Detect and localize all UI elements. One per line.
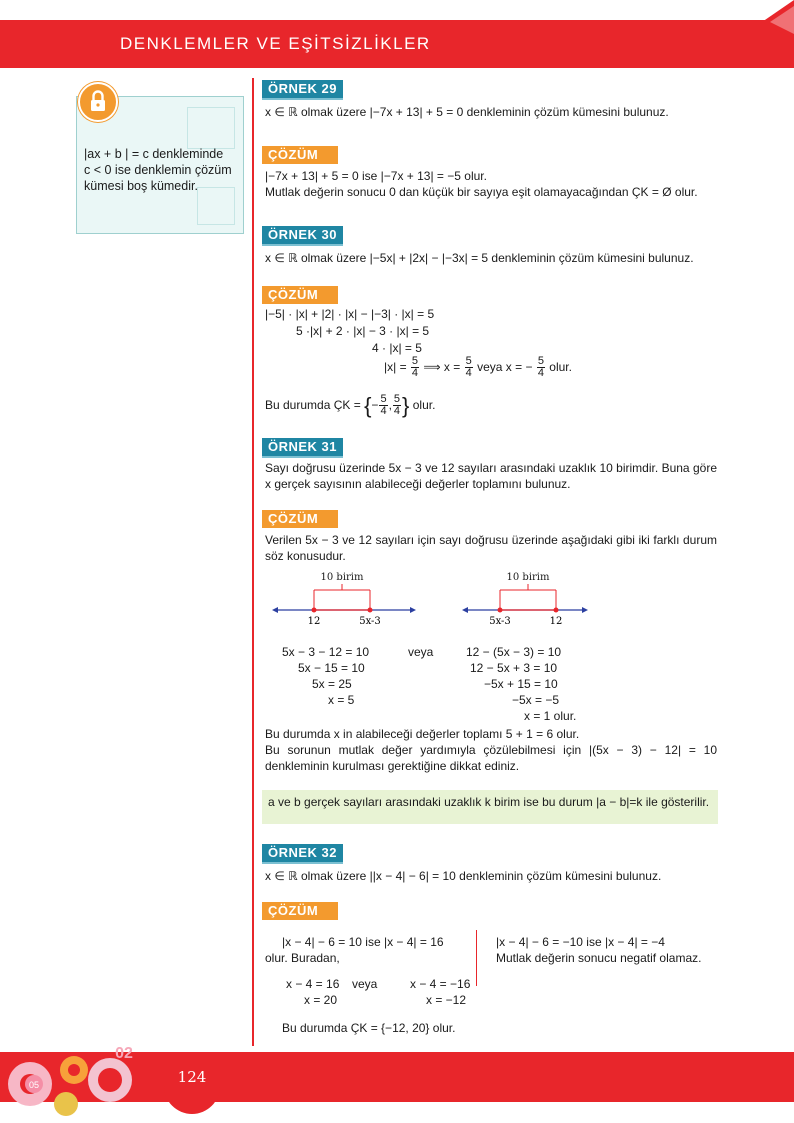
number-line-right — [460, 568, 590, 628]
header-corner-flag — [754, 0, 794, 40]
point-label: 12 — [549, 616, 563, 627]
point-label: 5x-3 — [489, 616, 511, 627]
solution-29-tag: ÇÖZÜM — [262, 146, 338, 164]
solution-32-right: |x − 4| − 6 = −10 ise |x − 4| = −4 — [496, 935, 665, 949]
veya-word: veya — [352, 977, 378, 991]
solution-32-result: Bu durumda ÇK = {−12, 20} olur. — [282, 1021, 456, 1035]
step-right: −5x = −5 — [512, 693, 560, 707]
solution-30-tag: ÇÖZÜM — [262, 286, 338, 304]
case-a: x − 4 = 16 — [286, 977, 340, 991]
solution-31-intro: Verilen 5x − 3 ve 12 sayıları için sayı doğrusu üzerinde aşağıdaki gibi iki farklı durum söz konusudur. — [265, 533, 717, 563]
column-divider — [252, 78, 254, 1046]
step-left: x = 5 — [328, 693, 355, 707]
step-right: 12 − 5x + 3 = 10 — [470, 661, 558, 675]
solution-31-tag: ÇÖZÜM — [262, 510, 338, 528]
step-left: 5x − 3 − 12 = 10 — [282, 645, 370, 659]
solution-30-line: 4 · |x| = 5 — [372, 341, 422, 355]
case-a: x = 20 — [304, 993, 338, 1007]
step-left: 5x = 25 — [312, 677, 352, 691]
info-box-text: |ax + b | = c denkleminde c < 0 ise denklemin çözüm kümesi boş kümedir. — [84, 147, 232, 193]
example-32-question: x ∈ ℝ olmak üzere ||x − 4| − 6| = 10 denkleminin çözüm kümesini bulunuz. — [265, 869, 662, 883]
example-32-tag: ÖRNEK 32 — [262, 844, 343, 864]
step-right: x = 1 olur. — [524, 709, 577, 723]
badge-number: 02 — [115, 1045, 133, 1062]
solution-32-left: olur. Buradan, — [265, 951, 340, 965]
solution-divider — [476, 930, 477, 986]
solution-30-result: Bu durumda ÇK = {− $\frac{5}{4}$ , $\frac{5}{4}$ } olur. — [265, 392, 436, 418]
solution-29-line: |−7x + 13| + 5 = 0 ise |−7x + 13| = −5 olur. — [265, 169, 487, 183]
solution-30-line: |−5| · |x| + |2| · |x| − |−3| · |x| = 5 — [265, 307, 435, 321]
page-number: 124 — [177, 1068, 207, 1086]
solution-29-line: Mutlak değerin sonucu 0 dan küçük bir sayıya eşit olamayacağından ÇK = Ø olur. — [265, 185, 698, 199]
step-right: 12 − (5x − 3) = 10 — [466, 645, 562, 659]
solution-32-tag: ÇÖZÜM — [262, 902, 338, 920]
example-31-question: Sayı doğrusu üzerinde 5x − 3 ve 12 sayıları arasındaki uzaklık 10 birimdir. Buna göre x gerçek sayısının alabileceği değerler toplamını bulunuz. — [265, 461, 717, 491]
diagram-label: 10 birim — [320, 572, 364, 583]
diagram-label: 10 birim — [506, 572, 550, 583]
example-29-question: x ∈ ℝ olmak üzere |−7x + 13| + 5 = 0 denkleminin çözüm kümesini bulunuz. — [265, 105, 669, 119]
example-31-tag: ÖRNEK 31 — [262, 438, 343, 458]
case-b: x − 4 = −16 — [410, 977, 471, 991]
solution-30-line: 5 ·|x| + 2 · |x| − 3 · |x| = 5 — [296, 324, 430, 338]
number-line-left — [270, 568, 420, 628]
example-30-tag: ÖRNEK 30 — [262, 226, 343, 246]
lock-icon — [78, 82, 118, 122]
case-b: x = −12 — [426, 993, 467, 1007]
step-left: 5x − 15 = 10 — [298, 661, 365, 675]
solution-32-right: Mutlak değerin sonucu negatif olamaz. — [496, 951, 702, 965]
example-30-question: x ∈ ℝ olmak üzere |−5x| + |2x| − |−3x| = 5 denkleminin çözüm kümesini bulunuz. — [265, 251, 694, 265]
example-29-tag: ÖRNEK 29 — [262, 80, 343, 100]
badge-number: 05 — [28, 1080, 40, 1090]
highlight-note-text: a ve b gerçek sayıları arasındaki uzaklık k birim ise bu durum |a − b|=k ile gösterilir. — [268, 795, 710, 809]
solution-31-note: Bu sorunun mutlak değer yardımıyla çözülebilmesi için |(5x − 3) − 12| = 10 denkleminin kurulması gerektiğine dikkat ediniz. — [265, 743, 717, 773]
page-title: DENKLEMLER VE EŞİTSİZLİKLER — [120, 34, 431, 53]
solution-32-left: |x − 4| − 6 = 10 ise |x − 4| = 16 — [282, 935, 444, 949]
veya-word: veya — [408, 645, 434, 659]
step-right: −5x + 15 = 10 — [484, 677, 558, 691]
gears-icon — [0, 1040, 160, 1120]
point-label: 12 — [307, 616, 321, 627]
solution-31-conclusion: Bu durumda x in alabileceği değerler toplamı 5 + 1 = 6 olur. — [265, 727, 580, 741]
solution-30-line: |x| = $\frac{5}{4}$ ⟹ x = $\frac{5}{4}$ veya x = − $\frac{5}{4}$ olur. — [384, 355, 572, 380]
point-label: 5x-3 — [359, 616, 381, 627]
